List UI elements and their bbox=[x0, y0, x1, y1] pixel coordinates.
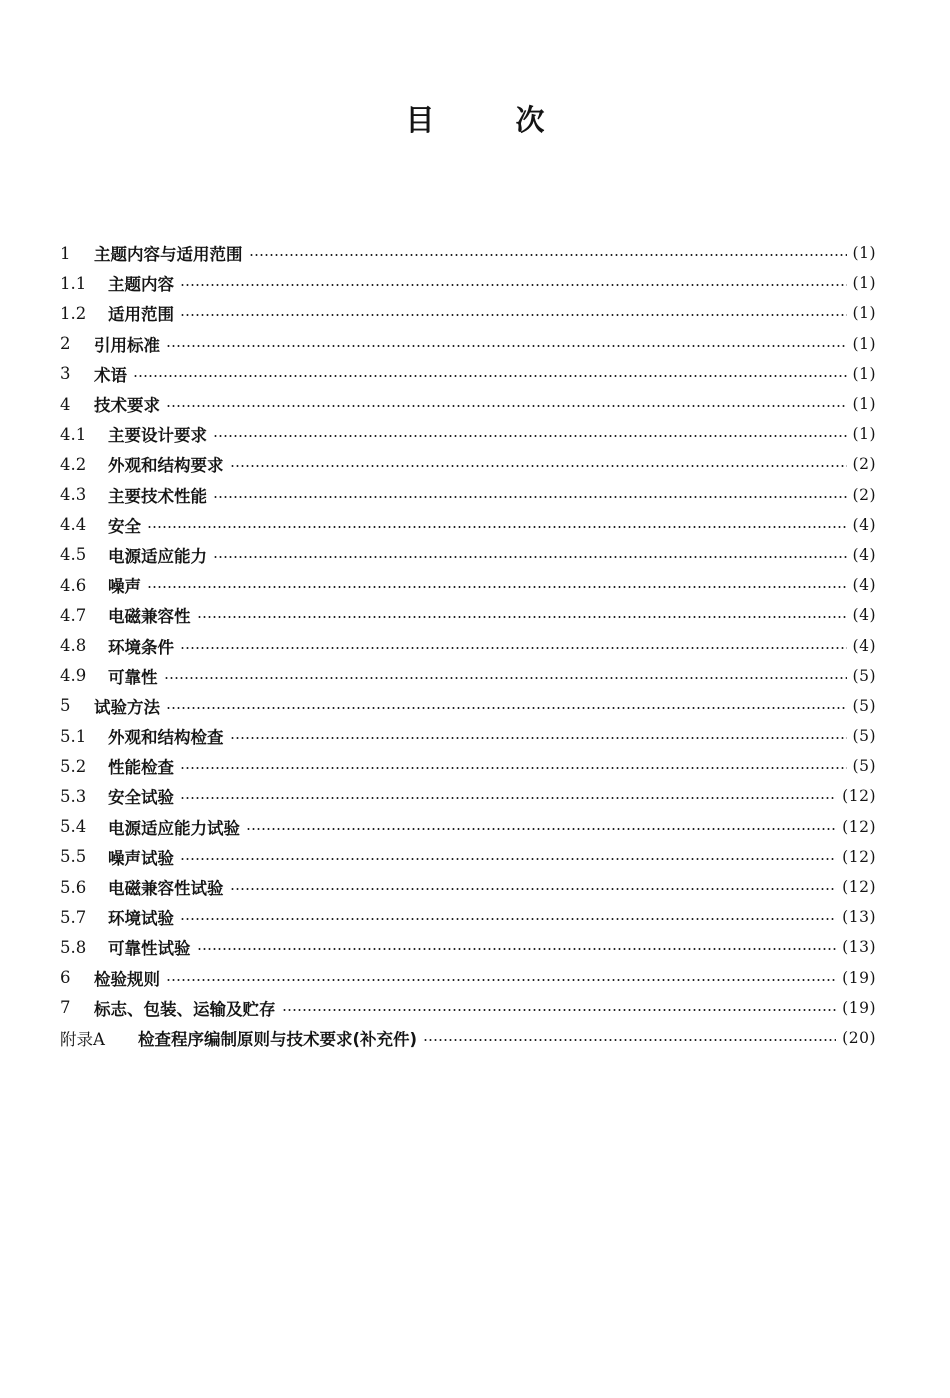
toc-dot-leader bbox=[213, 435, 847, 437]
toc-entry-page: (13) bbox=[842, 938, 876, 957]
toc-entry-title: 术语 bbox=[94, 365, 127, 385]
toc-entry-title: 检查程序编制原则与技术要求(补充件) bbox=[138, 1029, 418, 1049]
toc-entry-title: 外观和结构检查 bbox=[108, 728, 224, 748]
toc-entry-number: 5.3 bbox=[60, 786, 87, 806]
toc-entry-page: (1) bbox=[852, 274, 876, 293]
toc-entry[interactable] bbox=[60, 721, 876, 751]
toc-entry-number: 4.2 bbox=[60, 454, 87, 474]
toc-entry-number: 4 bbox=[60, 394, 71, 414]
toc-entry-title: 环境试验 bbox=[108, 909, 174, 929]
toc-entry-title: 外观和结构要求 bbox=[108, 456, 224, 476]
toc-entry-title: 主题内容与适用范围 bbox=[94, 245, 243, 265]
toc-entry-number: 3 bbox=[60, 364, 71, 384]
toc-entry-number: 5.7 bbox=[60, 907, 87, 927]
toc-entry[interactable] bbox=[60, 781, 876, 811]
toc-entry-number: 7 bbox=[60, 998, 71, 1018]
toc-entry-title: 主题内容 bbox=[108, 275, 174, 295]
toc-entry[interactable] bbox=[60, 751, 876, 781]
toc-entry-number: 5.2 bbox=[60, 756, 87, 776]
toc-dot-leader bbox=[249, 254, 847, 256]
toc-entry-title: 试验方法 bbox=[94, 697, 160, 717]
toc-entry[interactable] bbox=[60, 238, 876, 268]
toc-entry[interactable] bbox=[60, 872, 876, 902]
toc-entry-page: (4) bbox=[852, 545, 876, 564]
toc-entry-title: 可靠性 bbox=[108, 667, 158, 687]
toc-dot-leader bbox=[423, 1039, 836, 1041]
toc-entry[interactable] bbox=[60, 419, 876, 449]
toc-entry-title: 电磁兼容性 bbox=[108, 607, 191, 627]
page-title bbox=[0, 98, 950, 139]
toc-dot-leader bbox=[197, 948, 837, 950]
toc-dot-leader bbox=[180, 767, 847, 769]
toc-entry-number: 5.6 bbox=[60, 877, 87, 897]
toc-entry-page: (4) bbox=[852, 636, 876, 655]
toc-entry-number: 6 bbox=[60, 968, 71, 988]
toc-entry-page: (5) bbox=[852, 696, 876, 715]
toc-entry-page: (20) bbox=[842, 1028, 876, 1047]
toc-dot-leader bbox=[180, 858, 836, 860]
toc-entry[interactable] bbox=[60, 540, 876, 570]
toc-entry-title: 电源适应能力试验 bbox=[108, 818, 240, 838]
toc-entry-page: (5) bbox=[852, 666, 876, 685]
toc-entry[interactable] bbox=[60, 812, 876, 842]
toc-entry-page: (12) bbox=[842, 787, 876, 806]
toc-entry-page: (1) bbox=[852, 304, 876, 323]
toc-entry-number: 附录A bbox=[60, 1029, 105, 1049]
toc-entry-number: 4.8 bbox=[60, 636, 87, 656]
toc-entry-title: 主要技术性能 bbox=[108, 486, 207, 506]
toc-entry[interactable] bbox=[60, 1023, 876, 1053]
toc-entry[interactable] bbox=[60, 268, 876, 298]
toc-entry-title: 适用范围 bbox=[108, 305, 174, 325]
toc-entry[interactable] bbox=[60, 570, 876, 600]
toc-entry-number: 5 bbox=[60, 696, 71, 716]
toc-entry-title: 技术要求 bbox=[94, 396, 160, 416]
toc-entry-page: (12) bbox=[842, 878, 876, 897]
toc-entry-title: 安全 bbox=[108, 516, 141, 536]
toc-dot-leader bbox=[213, 556, 847, 558]
toc-entry-page: (13) bbox=[842, 908, 876, 927]
toc-entry[interactable] bbox=[60, 600, 876, 630]
toc-entry-page: (1) bbox=[852, 395, 876, 414]
toc-entry-number: 4.7 bbox=[60, 605, 87, 625]
toc-entry[interactable] bbox=[60, 691, 876, 721]
toc-entry-page: (2) bbox=[852, 455, 876, 474]
toc-entry-title: 性能检查 bbox=[108, 758, 174, 778]
toc-entry-title: 标志、包装、运输及贮存 bbox=[94, 999, 276, 1019]
toc-entry-number: 5.4 bbox=[60, 817, 87, 837]
toc-dot-leader bbox=[230, 888, 837, 890]
toc-entry-title: 环境条件 bbox=[108, 637, 174, 657]
toc-entry-page: (1) bbox=[852, 244, 876, 263]
table-of-contents bbox=[60, 238, 876, 1053]
toc-entry-number: 1.1 bbox=[60, 273, 87, 293]
toc-entry-number: 4.6 bbox=[60, 575, 87, 595]
toc-dot-leader bbox=[133, 375, 847, 377]
toc-dot-leader bbox=[147, 586, 847, 588]
page-title-char-2: 次 bbox=[515, 103, 545, 137]
toc-entry-page: (12) bbox=[842, 847, 876, 866]
toc-entry-title: 电磁兼容性试验 bbox=[108, 879, 224, 899]
toc-dot-leader bbox=[166, 707, 847, 709]
toc-entry-number: 1.2 bbox=[60, 303, 87, 323]
toc-dot-leader bbox=[282, 1009, 837, 1011]
toc-dot-leader bbox=[213, 496, 847, 498]
toc-entry-page: (5) bbox=[852, 727, 876, 746]
toc-dot-leader bbox=[246, 828, 836, 830]
toc-entry-number: 5.5 bbox=[60, 847, 87, 867]
toc-entry-page: (4) bbox=[852, 576, 876, 595]
toc-dot-leader bbox=[197, 616, 847, 618]
toc-entry-page: (1) bbox=[852, 334, 876, 353]
toc-entry-title: 噪声试验 bbox=[108, 848, 174, 868]
toc-dot-leader bbox=[180, 284, 847, 286]
toc-entry-page: (1) bbox=[852, 364, 876, 383]
toc-entry-number: 5.8 bbox=[60, 937, 87, 957]
toc-dot-leader bbox=[147, 526, 847, 528]
toc-dot-leader bbox=[166, 979, 836, 981]
toc-entry[interactable] bbox=[60, 298, 876, 328]
toc-entry-page: (1) bbox=[852, 425, 876, 444]
toc-entry-number: 4.1 bbox=[60, 424, 87, 444]
toc-entry-page: (5) bbox=[852, 757, 876, 776]
toc-entry[interactable] bbox=[60, 661, 876, 691]
toc-entry[interactable] bbox=[60, 902, 876, 932]
toc-entry-number: 2 bbox=[60, 334, 71, 354]
toc-entry-title: 安全试验 bbox=[108, 788, 174, 808]
toc-entry-title: 可靠性试验 bbox=[108, 939, 191, 959]
toc-dot-leader bbox=[180, 918, 836, 920]
toc-entry-title: 主要设计要求 bbox=[108, 426, 207, 446]
toc-entry[interactable] bbox=[60, 993, 876, 1023]
page-title-char-1: 目 bbox=[405, 103, 435, 137]
toc-dot-leader bbox=[164, 677, 847, 679]
toc-dot-leader bbox=[166, 405, 847, 407]
toc-entry-title: 电源适应能力 bbox=[108, 546, 207, 566]
toc-entry-number: 4.5 bbox=[60, 545, 87, 565]
toc-entry-number: 5.1 bbox=[60, 726, 87, 746]
toc-entry-number: 4.4 bbox=[60, 515, 87, 535]
toc-entry-number: 1 bbox=[60, 243, 71, 263]
toc-entry-title: 检验规则 bbox=[94, 969, 160, 989]
toc-entry[interactable] bbox=[60, 842, 876, 872]
toc-entry[interactable] bbox=[60, 389, 876, 419]
toc-entry-page: (12) bbox=[842, 817, 876, 836]
toc-entry-title: 噪声 bbox=[108, 577, 141, 597]
toc-dot-leader bbox=[230, 465, 847, 467]
toc-dot-leader bbox=[180, 314, 847, 316]
toc-entry[interactable] bbox=[60, 449, 876, 479]
toc-entry[interactable] bbox=[60, 510, 876, 540]
toc-dot-leader bbox=[180, 647, 847, 649]
toc-dot-leader bbox=[180, 797, 836, 799]
toc-entry-number: 4.9 bbox=[60, 666, 87, 686]
toc-entry-page: (19) bbox=[842, 968, 876, 987]
toc-entry[interactable] bbox=[60, 630, 876, 660]
toc-dot-leader bbox=[230, 737, 847, 739]
toc-entry[interactable] bbox=[60, 359, 876, 389]
toc-entry-page: (2) bbox=[852, 485, 876, 504]
toc-entry-page: (4) bbox=[852, 515, 876, 534]
toc-entry-page: (19) bbox=[842, 998, 876, 1017]
toc-entry-page: (4) bbox=[852, 606, 876, 625]
toc-dot-leader bbox=[166, 345, 847, 347]
toc-entry-title: 引用标准 bbox=[94, 335, 160, 355]
toc-entry[interactable] bbox=[60, 329, 876, 359]
toc-entry[interactable] bbox=[60, 932, 876, 962]
toc-entry[interactable] bbox=[60, 963, 876, 993]
toc-entry[interactable] bbox=[60, 480, 876, 510]
toc-entry-number: 4.3 bbox=[60, 485, 87, 505]
